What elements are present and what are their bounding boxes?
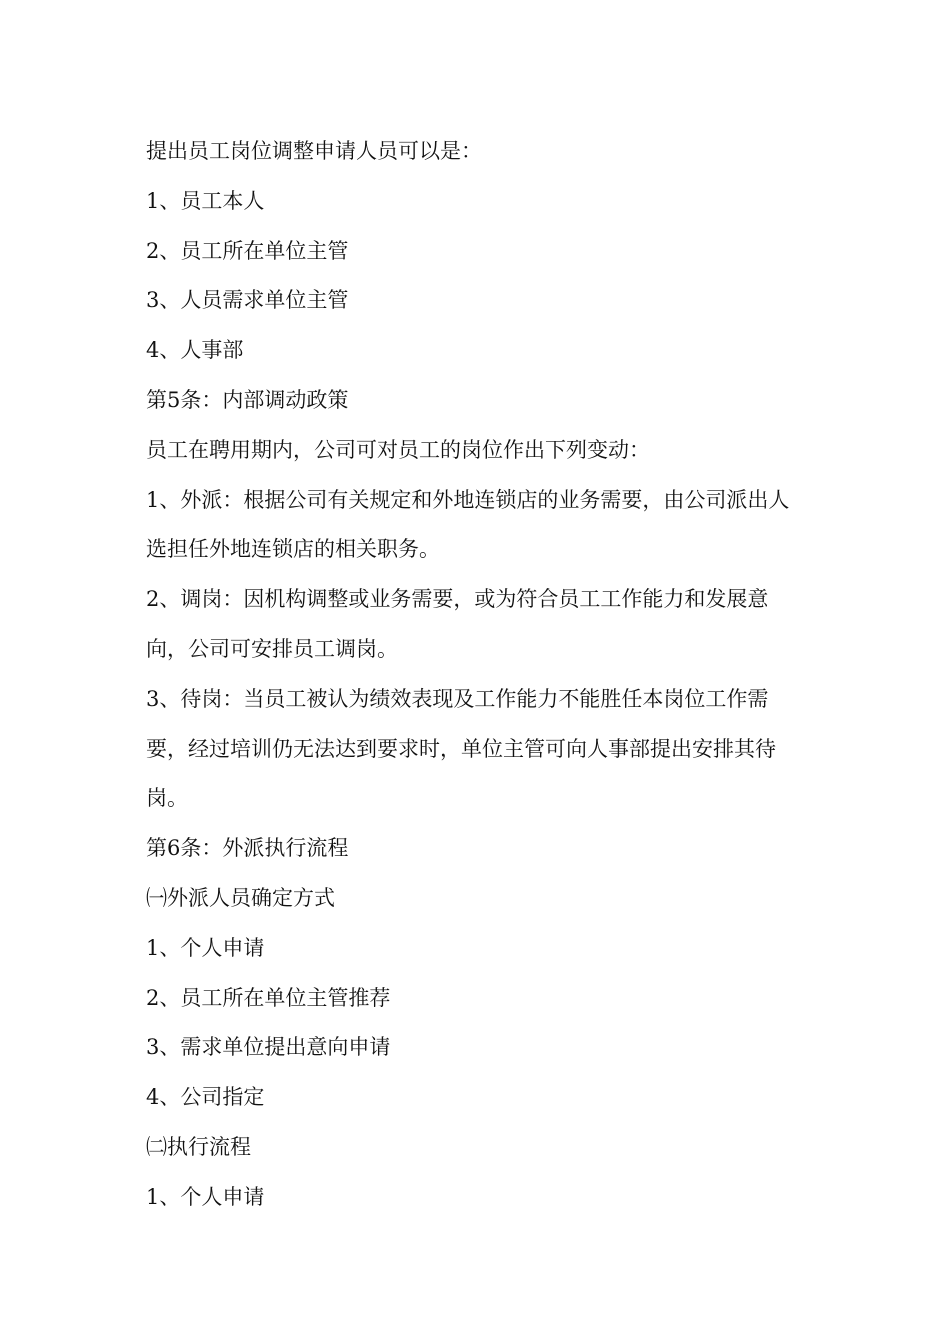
- list-item-supervisor-recommendation: 2、员工所在单位主管推荐: [146, 985, 391, 1010]
- list-item-dispatch: 1、外派：根据公司有关规定和外地连锁店的业务需要，由公司派出人选担任外地连锁店的相关职务。: [146, 487, 790, 562]
- paragraph-transfer-intro: 员工在聘用期内，公司可对员工的岗位作出下列变动：: [146, 437, 650, 462]
- list-item-standby: 3、待岗：当员工被认为绩效表现及工作能力不能胜任本岗位工作需要，经过培训仍无法达到要求时，单位主管可向人事部提出安排其待岗。: [146, 686, 776, 811]
- list-item-demand-unit-application: 3、需求单位提出意向申请: [146, 1035, 391, 1060]
- list-item-personal-application: 1、个人申请: [146, 935, 265, 960]
- document-body: [146, 127, 810, 1223]
- section-2-heading: ㈡执行流程: [146, 1134, 251, 1159]
- article-5-heading: 第5条：内部调动政策: [146, 387, 349, 412]
- list-item-personal-application-2: 1、个人申请: [146, 1184, 265, 1209]
- list-item-demand-unit-supervisor: 3、人员需求单位主管: [146, 288, 349, 313]
- list-item-hr-department: 4、人事部: [146, 338, 244, 363]
- list-item-reassignment: 2、调岗：因机构调整或业务需要，或为符合员工工作能力和发展意向，公司可安排员工调岗。: [146, 587, 769, 661]
- paragraph-applicants-intro: 提出员工岗位调整申请人员可以是：: [146, 139, 482, 163]
- list-item-company-designation: 4、公司指定: [146, 1085, 265, 1110]
- list-item-employee-self: 1、员工本人: [146, 188, 265, 213]
- article-6-heading: 第6条：外派执行流程: [146, 836, 349, 861]
- list-item-unit-supervisor: 2、员工所在单位主管: [146, 238, 349, 263]
- section-1-heading: ㈠外派人员确定方式: [146, 885, 335, 910]
